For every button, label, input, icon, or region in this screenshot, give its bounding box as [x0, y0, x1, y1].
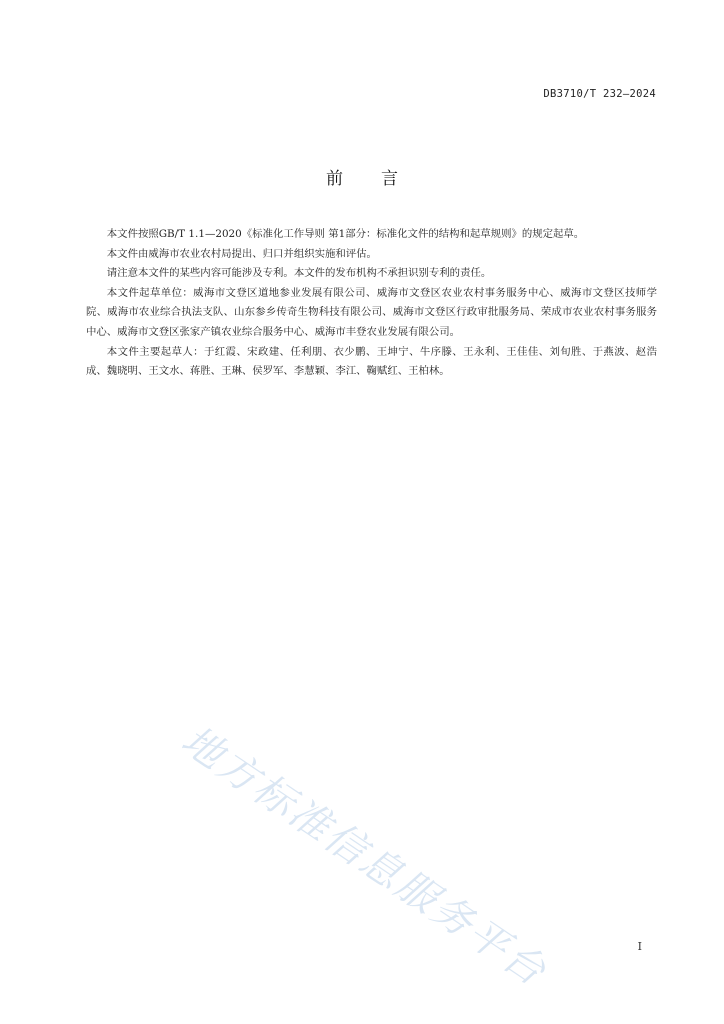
paragraph-drafting-units: 本文件起草单位：威海市文登区道地参业发展有限公司、威海市文登区农业农村事务服务中心、威海市文登区技师学院、威海市农业综合执法支队、山东参乡传奇生物科技有限公司、威海市文登区行政审批服务局、荣成市农业农村事务服务中心、威海市文登区张家产镇农业综合服务中心、威海市丰登农业发展有限公司。 — [86, 286, 657, 338]
paragraph-proposer: 本文件由威海市农业农村局提出、归口并组织实施和评估。 — [106, 247, 377, 260]
paragraph-drafters: 本文件主要起草人：于红霞、宋政建、任利朋、衣少鹏、王坤宁、牛序滕、王永利、王佳佳、刘旬胜、于燕波、赵浩成、魏晓明、王文水、蒋胜、王琳、侯罗军、李慧颖、李江、鞠赋红、王柏林。 — [86, 345, 657, 378]
watermark: 地方标准信息服务平台 — [173, 717, 556, 996]
foreword-body — [86, 225, 657, 382]
foreword-title: 前言 — [326, 169, 436, 189]
document-code: DB3710/T 232—2024 — [543, 88, 656, 100]
page-number: I — [637, 940, 642, 953]
paragraph-drafting-rules: 本文件按照GB/T 1.1—2020《标准化工作导则 第1部分：标准化文件的结构和起草规则》的规定起草。 — [106, 228, 585, 240]
paragraph-patent-notice: 请注意本文件的某些内容可能涉及专利。本文件的发布机构不承担识别专利的责任。 — [106, 267, 492, 280]
